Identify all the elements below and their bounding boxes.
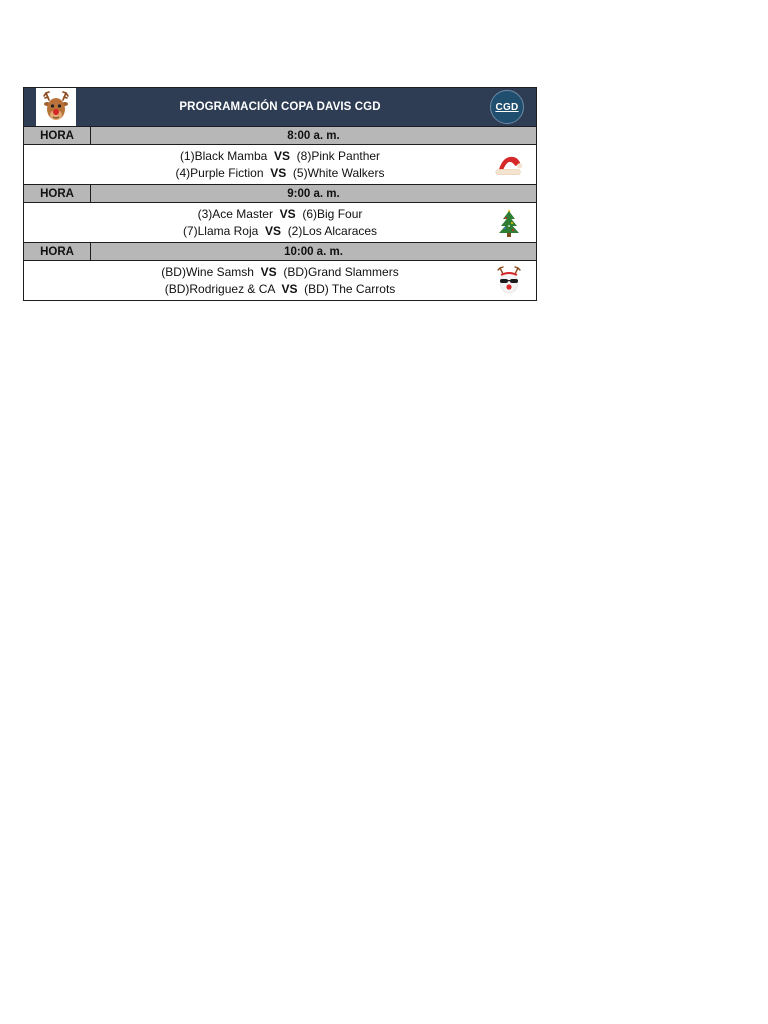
vs-label: VS [257, 264, 280, 279]
team-a: (3)Ace Master [197, 206, 273, 221]
christmas-tree-icon [494, 208, 524, 238]
team-a: (4)Purple Fiction [175, 165, 264, 180]
schedule-table [23, 87, 537, 301]
team-a: (1)Black Mamba [179, 148, 268, 163]
vs-label: VS [266, 165, 290, 180]
reindeer-icon [36, 88, 76, 126]
time-value: 10:00 a. m. [284, 245, 343, 258]
vs-label: VS [270, 148, 294, 163]
team-a: (BD)Rodriguez & CA [164, 281, 275, 296]
team-b: (2)Los Alcaraces [287, 223, 378, 238]
time-value: 8:00 a. m. [287, 129, 340, 142]
team-a: (BD)Wine Samsh [161, 264, 254, 279]
santa-hat-icon [494, 150, 524, 180]
page-title: PROGRAMACIÓN COPA DAVIS CGD [179, 101, 381, 113]
cgd-logo-text: CGD [495, 101, 519, 113]
team-a: (7)Llama Roja [182, 223, 259, 238]
reindeer-sunglasses-icon [494, 266, 524, 296]
vs-label: VS [276, 206, 299, 221]
vs-label: VS [261, 223, 285, 238]
table-header [24, 88, 536, 127]
team-b: (BD) The Carrots [304, 281, 396, 296]
time-row [24, 185, 536, 203]
match-block [24, 261, 536, 300]
vs-label: VS [278, 281, 301, 296]
match-line [183, 223, 377, 240]
match-line [165, 281, 396, 298]
hora-label: HORA [24, 127, 91, 144]
time-value: 9:00 a. m. [287, 187, 340, 200]
team-b: (6)Big Four [302, 206, 363, 221]
cgd-logo [490, 90, 524, 124]
match-line [161, 264, 398, 281]
match-line [176, 165, 385, 182]
time-row [24, 243, 536, 261]
match-line [180, 148, 380, 165]
team-b: (8)Pink Panther [296, 148, 381, 163]
match-block [24, 203, 536, 243]
match-line [198, 206, 363, 223]
match-block [24, 145, 536, 185]
team-b: (BD)Grand Slammers [283, 264, 399, 279]
hora-label: HORA [24, 243, 91, 260]
time-row [24, 127, 536, 145]
hora-label: HORA [24, 185, 91, 202]
team-b: (5)White Walkers [292, 165, 385, 180]
